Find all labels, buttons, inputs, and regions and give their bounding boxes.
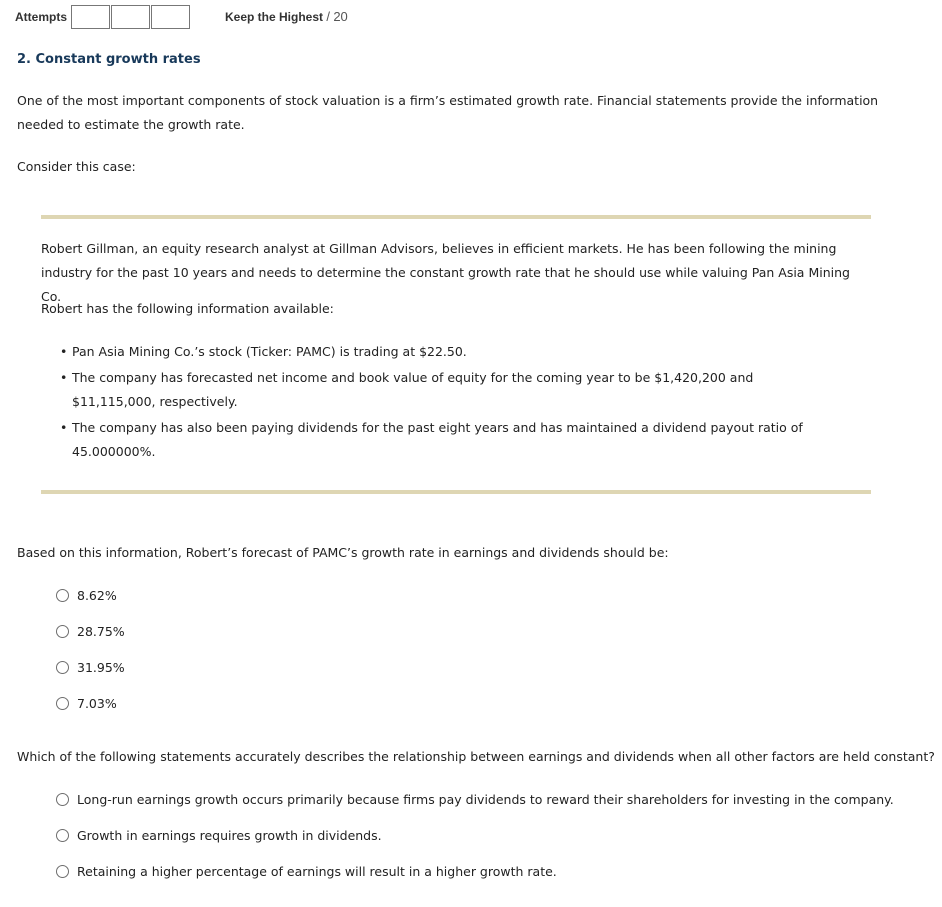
- bullet-icon: •: [60, 370, 68, 385]
- q2-prompt: Which of the following statements accurately describes the relationship between earnings and dividends when all other factors are held constant?: [17, 749, 935, 764]
- attempts-label: Attempts: [15, 10, 68, 24]
- radio-button[interactable]: [56, 793, 69, 806]
- q2-option-label[interactable]: Long-run earnings growth occurs primarily because firms pay dividends to reward their shareholders for investing in the company.: [77, 791, 894, 807]
- keep-highest-label: Keep the Highest: [225, 10, 324, 24]
- q2-option-label[interactable]: Growth in earnings requires growth in dividends.: [77, 827, 382, 843]
- bullet-icon: •: [60, 344, 68, 359]
- q1-option[interactable]: [56, 685, 125, 721]
- attempt-box-1: [71, 5, 110, 29]
- attempts-tracker: [15, 4, 190, 30]
- q1-option-label[interactable]: 31.95%: [77, 659, 125, 675]
- question-title: 2. Constant growth rates: [17, 52, 201, 67]
- keep-highest-score: [225, 9, 348, 24]
- q1-option[interactable]: [56, 613, 125, 649]
- case-bullet-text: The company has forecasted net income and book value of equity for the coming year to be $1,420,200 and $11,115,000, respectively.: [72, 370, 754, 409]
- q1-options: [56, 577, 125, 721]
- q1-prompt: Based on this information, Robert’s forecast of PAMC’s growth rate in earnings and dividends should be:: [17, 545, 669, 560]
- attempt-box-2: [111, 5, 150, 29]
- radio-button[interactable]: [56, 589, 69, 602]
- q2-option[interactable]: [56, 817, 894, 853]
- case-description: Robert Gillman, an equity research analyst at Gillman Advisors, believes in efficient markets. He has been following the mining industry for the past 10 years and needs to determine the constant growth rate that he should use while valuing Pan Asia Mining Co.: [41, 241, 850, 304]
- radio-button[interactable]: [56, 625, 69, 638]
- case-bullet-text: The company has also been paying dividends for the past eight years and has maintained a dividend payout ratio of 45.000000%.: [72, 420, 803, 459]
- case-bullet: [60, 340, 830, 364]
- case-bullet: [60, 416, 830, 464]
- q2-option[interactable]: [56, 853, 894, 889]
- case-top-rule: [41, 215, 871, 219]
- case-bullet-list: [60, 340, 830, 466]
- radio-button[interactable]: [56, 661, 69, 674]
- radio-button[interactable]: [56, 697, 69, 710]
- attempt-boxes: [71, 5, 190, 29]
- q1-option[interactable]: [56, 577, 125, 613]
- q1-option-label[interactable]: 28.75%: [77, 623, 125, 639]
- case-bottom-rule: [41, 490, 871, 494]
- case-bullet: [60, 366, 830, 414]
- q1-option-label[interactable]: 8.62%: [77, 587, 117, 603]
- q2-option-label[interactable]: Retaining a higher percentage of earnings will result in a higher growth rate.: [77, 863, 557, 879]
- consider-label: Consider this case:: [17, 159, 136, 174]
- attempt-box-3: [151, 5, 190, 29]
- radio-button[interactable]: [56, 865, 69, 878]
- q1-option[interactable]: [56, 649, 125, 685]
- score-total: 20: [333, 9, 348, 24]
- q1-option-label[interactable]: 7.03%: [77, 695, 117, 711]
- q2-options: [56, 781, 894, 889]
- radio-button[interactable]: [56, 829, 69, 842]
- question-intro: One of the most important components of stock valuation is a firm’s estimated growth rate. Financial statements provide the information needed to estimate the growth rate.: [17, 93, 879, 132]
- q2-option[interactable]: [56, 781, 894, 817]
- case-bullet-text: Pan Asia Mining Co.’s stock (Ticker: PAMC) is trading at $22.50.: [72, 344, 467, 359]
- case-available-label: Robert has the following information available:: [41, 301, 334, 316]
- bullet-icon: •: [60, 420, 68, 435]
- score-separator: /: [326, 9, 330, 24]
